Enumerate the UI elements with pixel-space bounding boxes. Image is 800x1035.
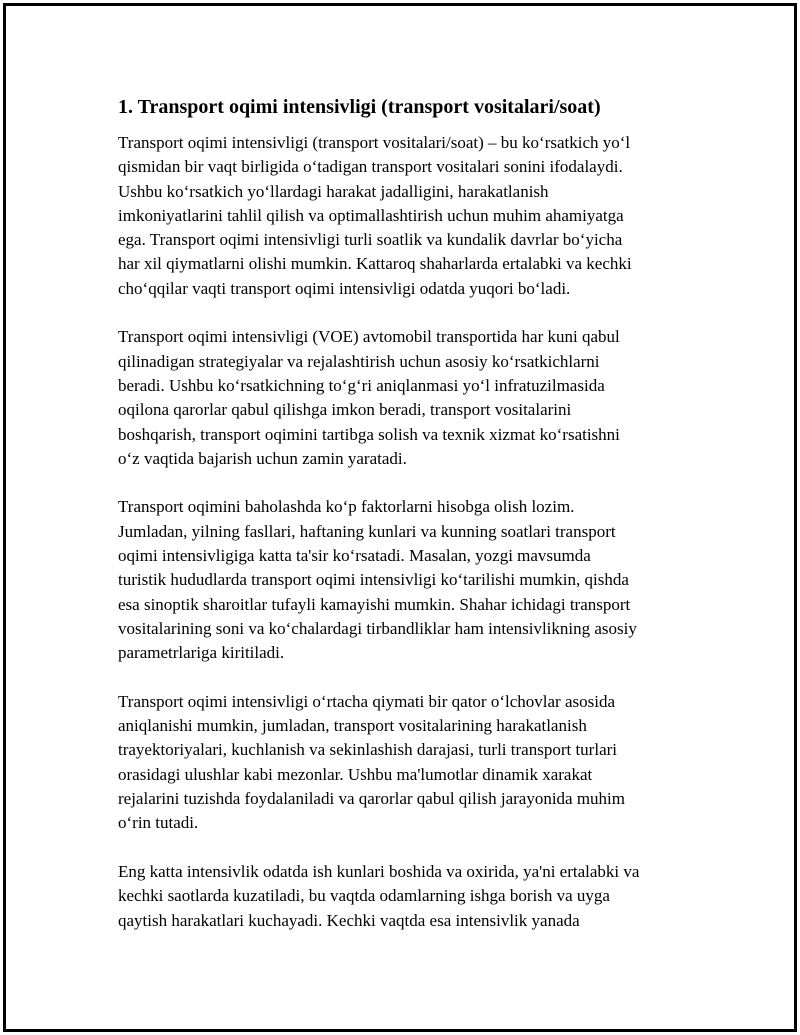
section-heading: 1. Transport oqimi intensivligi (transport vositalari/soat) bbox=[118, 96, 601, 118]
paragraph-line: aniqlanishi mumkin, jumladan, transport vositalarining harakatlanish bbox=[118, 716, 587, 736]
paragraph-line: trayektoriyalari, kuchlanish va sekinlashish darajasi, turli transport turlari bbox=[118, 740, 617, 760]
paragraph-1 bbox=[118, 131, 693, 301]
document-body bbox=[118, 93, 693, 957]
paragraph-line: kechki saotlarda kuzatiladi, bu vaqtda odamlarning ishga borish va uyga bbox=[118, 886, 610, 906]
paragraph-line: Transport oqimi intensivligi (VOE) avtomobil transportida har kuni qabul bbox=[118, 327, 620, 347]
paragraph-line: Transport oqimini baholashda koʻp faktorlarni hisobga olish lozim. bbox=[118, 497, 575, 517]
paragraph-line: ega. Transport oqimi intensivligi turli soatlik va kundalik davrlar boʻyicha bbox=[118, 230, 623, 250]
paragraph-line: choʻqqilar vaqti transport oqimi intensivligi odatda yuqori boʻladi. bbox=[118, 278, 571, 298]
paragraph-line: oqimi intensivligiga katta ta'sir koʻrsatadi. Masalan, yozgi mavsumda bbox=[118, 546, 591, 566]
paragraph-line: vositalarining soni va koʻchalardagi tirbandliklar ham intensivlikning asosiy bbox=[118, 618, 637, 638]
paragraph-line: parametrlariga kiritiladi. bbox=[118, 643, 285, 663]
paragraph-line: imkoniyatlarini tahlil qilish va optimallashtirish uchun muhim ahamiyatga bbox=[118, 205, 624, 225]
paragraph-4 bbox=[118, 690, 693, 836]
paragraph-line: oqilona qarorlar qabul qilishga imkon beradi, transport vositalarini bbox=[118, 400, 572, 420]
paragraph-2 bbox=[118, 325, 693, 471]
paragraph-3 bbox=[118, 495, 693, 665]
paragraph-line: Transport oqimi intensivligi (transport vositalari/soat) – bu koʻrsatkich yoʻl bbox=[118, 133, 631, 152]
paragraph-line: turistik hududlarda transport oqimi intensivligi koʻtarilishi mumkin, qishda bbox=[118, 570, 629, 590]
paragraph-line: esa sinoptik sharoitlar tufayli kamayishi mumkin. Shahar ichidagi transport bbox=[118, 594, 631, 614]
paragraph-line: oʻz vaqtida bajarish uchun zamin yaratadi. bbox=[118, 448, 407, 468]
paragraph-line: boshqarish, transport oqimini tartibga solish va texnik xizmat koʻrsatishni bbox=[118, 424, 620, 444]
paragraph-line: Transport oqimi intensivligi oʻrtacha qiymati bir qator oʻlchovlar asosida bbox=[118, 691, 616, 711]
paragraph-line: orasidagi ulushlar kabi mezonlar. Ushbu ma'lumotlar dinamik xarakat bbox=[118, 764, 593, 784]
paragraph-line: rejalarini tuzishda foydalaniladi va qarorlar qabul qilish jarayonida muhim bbox=[118, 789, 626, 809]
paragraph-line: qilinadigan strategiyalar va rejalashtirish uchun asosiy koʻrsatkichlarni bbox=[118, 351, 600, 371]
paragraph-line: qismidan bir vaqt birligida oʻtadigan transport vositalari sonini ifodalaydi. bbox=[118, 157, 623, 177]
paragraph-line: beradi. Ushbu koʻrsatkichning toʻgʻri aniqlanmasi yoʻl infratuzilmasida bbox=[118, 375, 605, 395]
paragraph-line: Ushbu koʻrsatkich yoʻllardagi harakat jadalligini, harakatlanish bbox=[118, 181, 549, 201]
paragraph-line: Eng katta intensivlik odatda ish kunlari boshida va oxirida, ya'ni ertalabki va bbox=[118, 861, 640, 881]
paragraph-line: qaytish harakatlari kuchayadi. Kechki vaqtda esa intensivlik yanada bbox=[118, 910, 580, 930]
paragraph-line: oʻrin tutadi. bbox=[118, 813, 199, 833]
paragraph-line: har xil qiymatlarni olishi mumkin. Kattaroq shaharlarda ertalabki va kechki bbox=[118, 254, 632, 274]
paragraph-5 bbox=[118, 860, 693, 933]
paragraph-line: Jumladan, yilning fasllari, haftaning kunlari va kunning soatlari transport bbox=[118, 521, 616, 541]
